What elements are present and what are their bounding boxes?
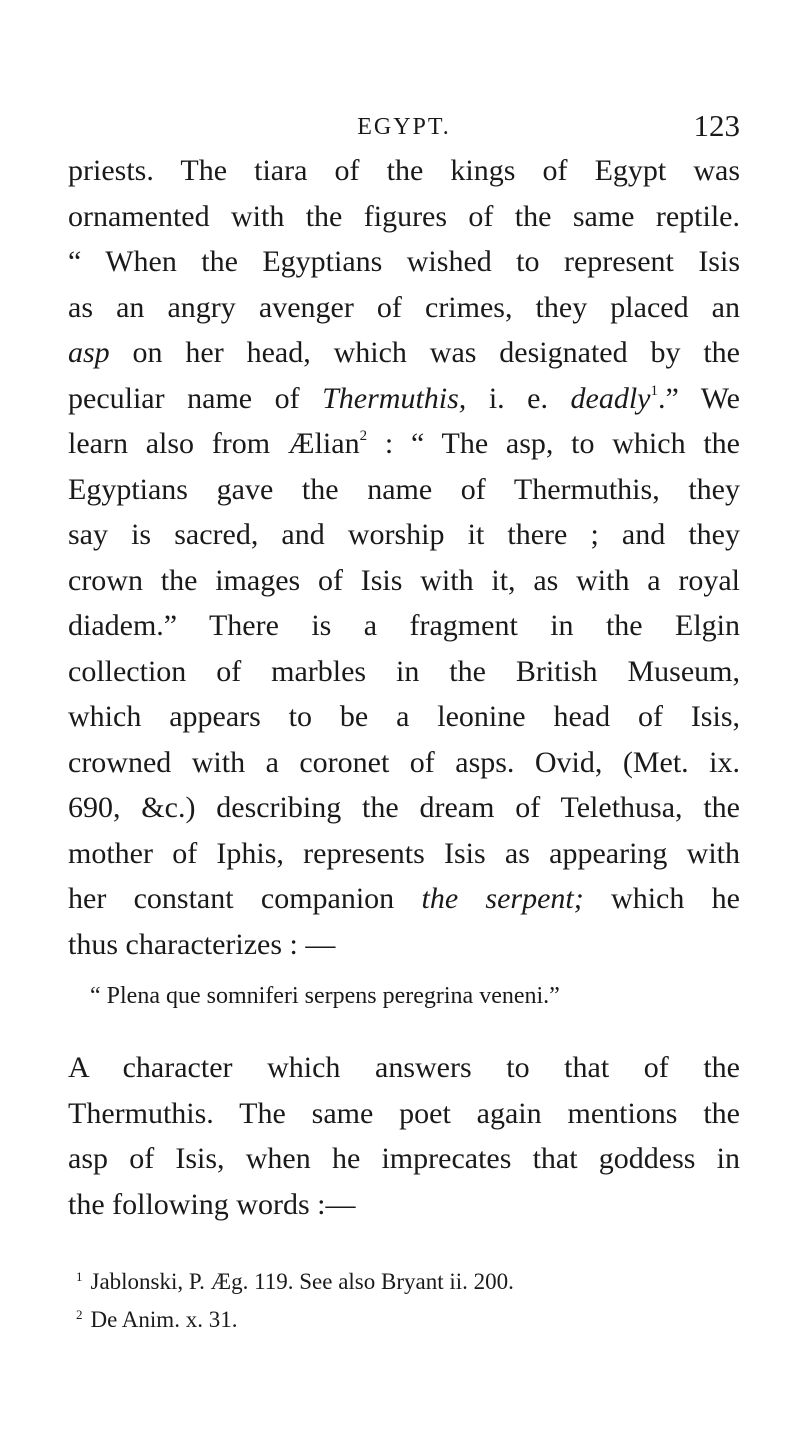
- text-fragment: learn also from Ælian: [68, 427, 360, 460]
- footnote-text: De Anim. x. 31.: [90, 1307, 238, 1332]
- text-line: [68, 421, 740, 467]
- italic-term: asp: [68, 336, 110, 369]
- text-line: [68, 330, 740, 376]
- text-line: say is sacred, and worship it there ; and they: [68, 518, 740, 551]
- text-line: diadem.” There is a fragment in the Elgin: [68, 609, 740, 642]
- text-line: [68, 376, 740, 422]
- text-fragment: i. e.: [466, 381, 571, 415]
- footnote-mark: 1: [76, 1269, 83, 1284]
- footnote-mark: 2: [76, 1307, 83, 1322]
- text-line: which appears to be a leonine head of Isis,: [68, 700, 740, 733]
- text-line: “ When the Egyptians wished to represent Isis: [68, 245, 740, 278]
- page-number: 123: [693, 108, 740, 143]
- text-fragment: peculiar name of: [68, 381, 323, 415]
- footnote: [68, 1260, 740, 1298]
- footnote: [68, 1298, 740, 1336]
- italic-term: Thermuthis,: [322, 381, 467, 415]
- footnote-text: Jablonski, P. Æg. 119. See also Bryant ii. 200.: [90, 1269, 514, 1294]
- block-quote: “ Plena que somniferi serpens peregrina veneni.”: [90, 983, 560, 1009]
- text-line: asp of Isis, when he imprecates that goddess in: [68, 1142, 740, 1175]
- text-line: the following words :—: [68, 1187, 356, 1221]
- text-fragment: her constant companion: [68, 882, 422, 915]
- text-fragment: which he: [583, 882, 740, 915]
- text-line: Thermuthis. The same poet again mentions the: [68, 1096, 740, 1130]
- text-line: collection of marbles in the British Museum,: [68, 654, 740, 688]
- text-line: 690, &c.) describing the dream of Telethusa, the: [68, 791, 740, 824]
- second-paragraph: [68, 1045, 740, 1227]
- text-line: mother of Iphis, represents Isis as appearing with: [68, 836, 740, 870]
- footnote-ref: 2: [359, 428, 368, 444]
- text-line: A character which answers to that of the: [68, 1051, 740, 1084]
- running-title: EGYPT.: [357, 114, 451, 140]
- italic-term: the serpent;: [421, 882, 584, 915]
- italic-term: deadly: [570, 381, 651, 415]
- text-line: as an angry avenger of crimes, they placed an: [68, 290, 740, 324]
- text-line: ornamented with the figures of the same reptile.: [68, 199, 740, 233]
- text-fragment: : “ The asp, to which the: [367, 427, 740, 460]
- text-line: [68, 876, 740, 922]
- main-paragraph: [68, 148, 740, 967]
- text-line: crown the images of Isis with it, as with a royal: [68, 563, 740, 597]
- footnotes: [68, 1260, 740, 1336]
- text-line: thus characterizes : —: [68, 927, 336, 961]
- footnote-ref: 1: [650, 382, 658, 399]
- text-line: Egyptians gave the name of Thermuthis, they: [68, 472, 740, 506]
- text-line: priests. The tiara of the kings of Egypt was: [68, 154, 740, 187]
- text-line: crowned with a coronet of asps. Ovid, (Met. ix.: [68, 745, 740, 779]
- text-fragment: on her head, which was designated by the: [109, 336, 740, 369]
- running-head: [68, 108, 740, 148]
- text-fragment: .” We: [657, 381, 740, 415]
